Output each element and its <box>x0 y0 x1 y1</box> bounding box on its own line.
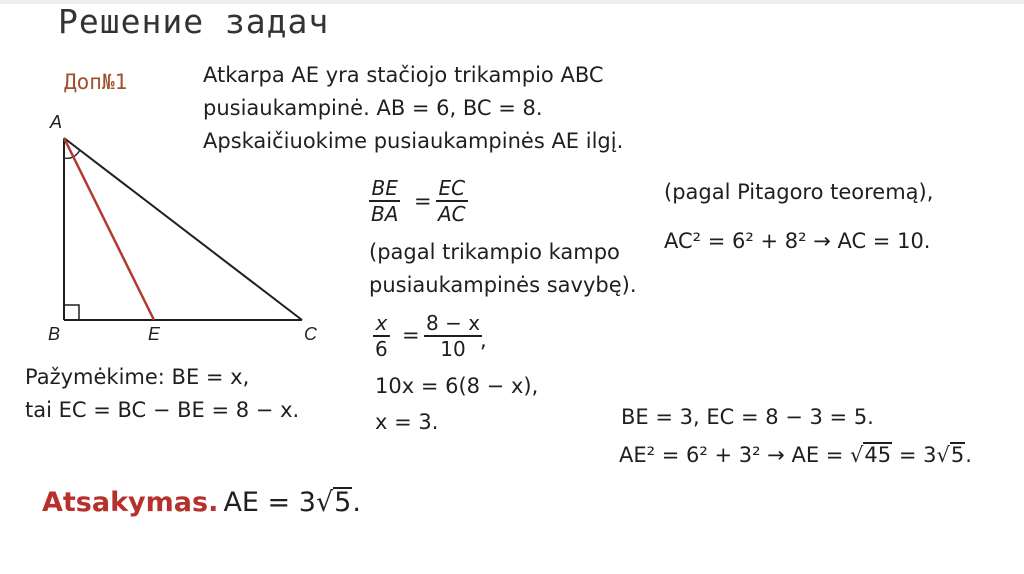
answer-sqrt: 5 <box>334 487 352 518</box>
point-e-label: E <box>148 324 161 344</box>
sqrt-5: 5 <box>950 443 965 467</box>
vertex-b-label: B <box>48 324 61 344</box>
slide-subtitle: Доп№1 <box>64 70 128 94</box>
equals-sign: = <box>402 323 420 347</box>
equation-line-2: 10x = 6(8 − x), <box>375 374 539 398</box>
answer-end: . <box>352 487 361 518</box>
sqrt-sign: √ <box>850 443 864 467</box>
sqrt-sign: √ <box>936 443 950 467</box>
pythagoras-equation: AC² = 6² + 8² → AC = 10. <box>664 229 931 253</box>
property-note-line-2: pusiaukampinės savybę). <box>369 273 637 297</box>
fraction-8-minus-x-10 <box>424 311 482 361</box>
result-line-2-prefix: AE² = 6² + 3² → AE = <box>619 443 851 467</box>
problem-line-2: pusiaukampinė. AB = 6, BC = 8. <box>203 96 543 120</box>
result-line-2 <box>619 442 972 467</box>
fraction-numerator: EC <box>438 176 466 200</box>
side-ac <box>64 138 302 320</box>
vertex-a-label: A <box>50 112 63 132</box>
answer-prefix: AE = 3 <box>223 487 316 518</box>
fraction-denominator: 6 <box>375 337 388 361</box>
fraction-numerator: BE <box>371 176 398 200</box>
triangle-figure <box>40 108 330 358</box>
fraction-numerator: x <box>375 311 388 335</box>
notation-line-1: Pažymėkime: BE = x, <box>25 365 250 389</box>
answer-label: Atsakymas. <box>42 487 219 518</box>
equals-sign: = <box>414 189 432 213</box>
equation-line-3: x = 3. <box>375 410 439 434</box>
problem-line-1: Atkarpa AE yra stačiojo trikampio ABC <box>203 63 604 87</box>
problem-line-3: Apskaičiuokime pusiaukampinės AE ilgį. <box>203 129 624 153</box>
fraction-numerator: 8 − x <box>426 311 481 335</box>
fraction-be-ba <box>369 176 400 226</box>
result-line-1: BE = 3, EC = 8 − 3 = 5. <box>621 405 874 429</box>
sqrt-sign: √ <box>315 487 334 518</box>
result-line-2-end: . <box>965 443 972 467</box>
sqrt-45: 45 <box>864 443 892 467</box>
fraction-ec-ac <box>436 176 468 226</box>
fraction-denominator: 10 <box>440 337 466 361</box>
fraction-denominator: AC <box>438 202 466 226</box>
notation-line-2: tai EC = BC − BE = 8 − x. <box>25 398 300 422</box>
fraction-denominator: BA <box>371 202 399 226</box>
right-angle-mark <box>64 305 79 320</box>
result-line-2-mid: = 3 <box>892 443 937 467</box>
vertex-c-label: C <box>304 324 317 344</box>
answer <box>42 487 361 518</box>
property-note-line-1: (pagal trikampio kampo <box>369 240 620 264</box>
slide-title: Решение задач <box>58 2 330 41</box>
fraction-x-6 <box>373 311 390 361</box>
bisector-ae <box>64 138 154 320</box>
comma: , <box>480 328 487 352</box>
pythagoras-note: (pagal Pitagoro teoremą), <box>664 180 934 204</box>
